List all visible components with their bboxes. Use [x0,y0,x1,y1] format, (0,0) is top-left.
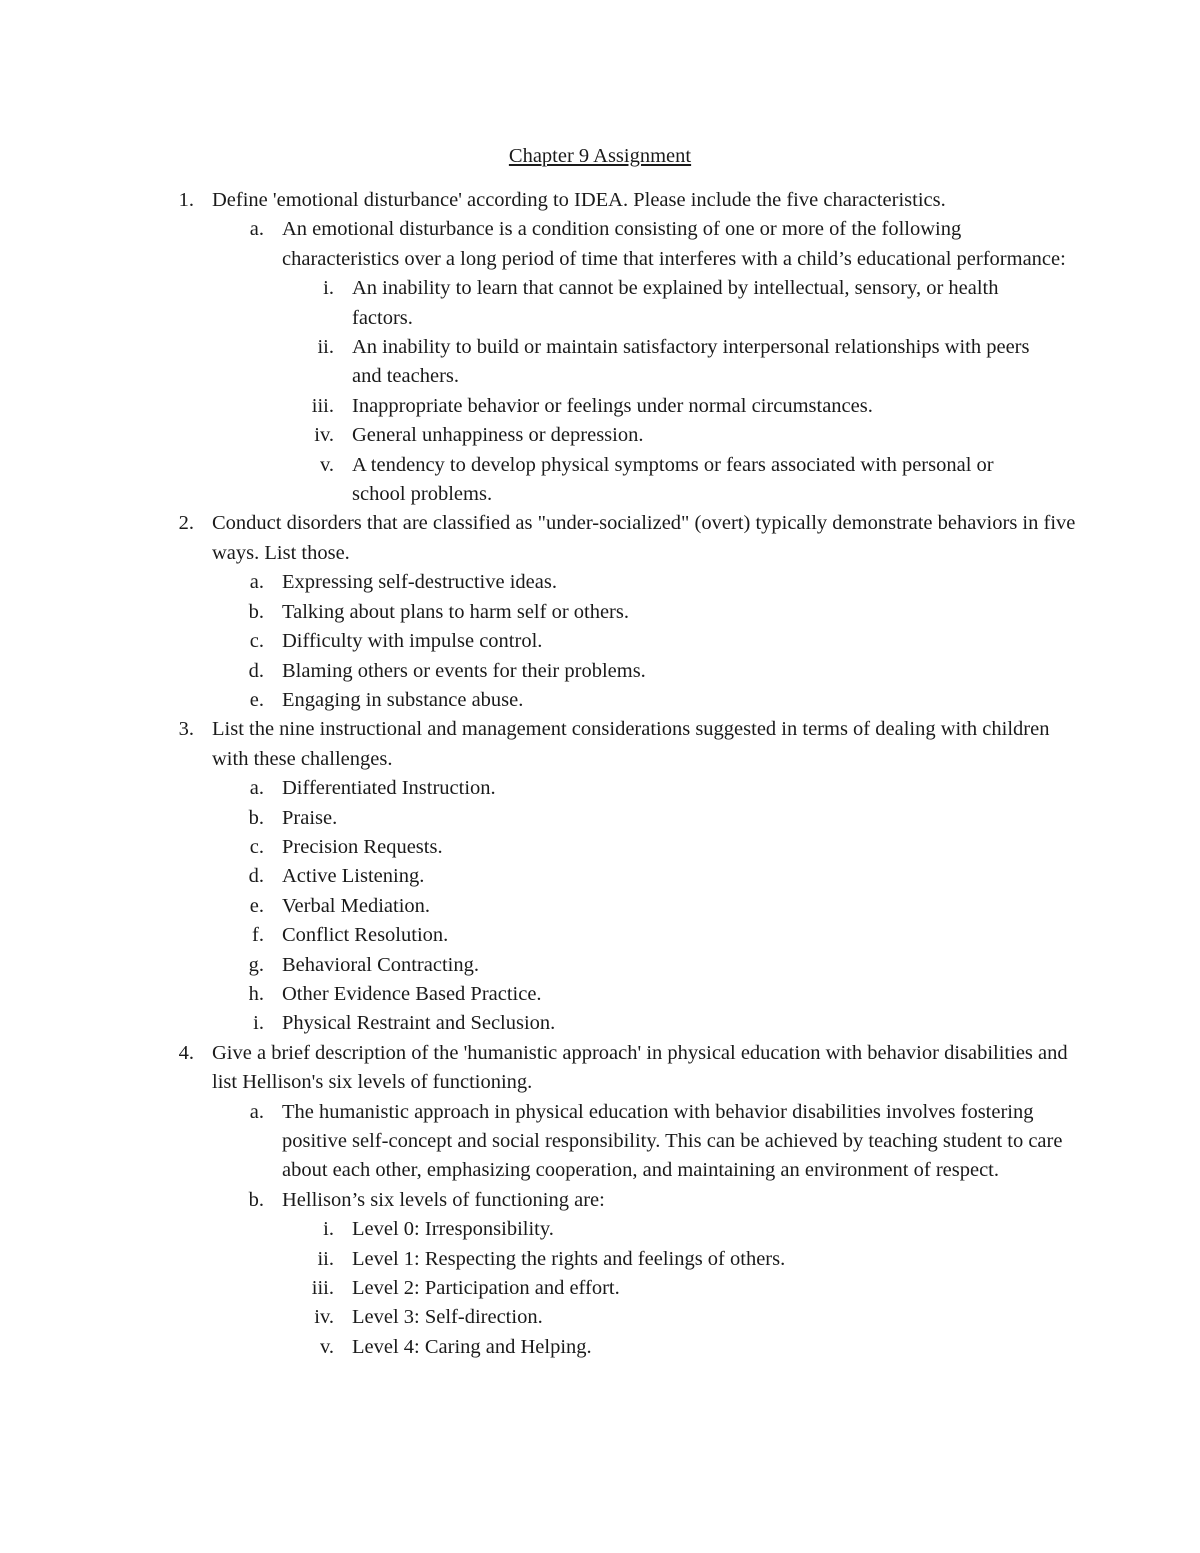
list-item [0,657,1200,686]
item-marker: i. [253,1012,264,1035]
item-text: Level 0: Irresponsibility. [352,1218,554,1241]
item-marker: a. [249,777,264,800]
item-text: Other Evidence Based Practice. [282,982,542,1005]
question-2 [0,509,1200,568]
list-item [0,1303,1200,1332]
answer-text: An emotional disturbance is a condition consisting of one or more of the following characteristics over a long period of time that interferes with a child’s educational performance: [282,218,1066,270]
list-item [0,1215,1200,1244]
answer-item [0,215,1200,274]
item-marker: c. [249,835,264,858]
list-item [0,1245,1200,1274]
list-item [0,892,1200,921]
item-text: Verbal Mediation. [282,894,431,917]
item-marker: b. [248,600,264,623]
item-text: Praise. [282,806,338,829]
item-marker: f. [252,924,264,947]
question-number: 2. [178,512,194,535]
list-item [0,1274,1200,1303]
item-marker: d. [248,865,264,888]
item-text: Level 4: Caring and Helping. [352,1335,592,1358]
item-text: Differentiated Instruction. [282,777,496,800]
assignment-list [0,186,1200,1362]
item-marker: iii. [311,394,334,417]
item-marker: c. [249,630,264,653]
item-marker: a. [249,218,264,241]
item-marker: g. [248,953,264,976]
question-4 [0,1039,1200,1098]
item-marker: iii. [311,1277,334,1300]
item-text: Blaming others or events for their problems. [282,659,646,682]
list-item [0,833,1200,862]
question-number: 3. [178,718,194,741]
list-item [0,1009,1200,1038]
item-marker: e. [249,894,264,917]
question-number: 1. [178,189,194,211]
question-text: Define 'emotional disturbance' according to IDEA. Please include the five characteristics. [212,189,946,211]
item-marker: iv. [314,424,334,447]
item-text: A tendency to develop physical symptoms or fears associated with personal or school problems. [352,453,994,506]
item-text: Active Listening. [282,865,425,888]
question-text: Conduct disorders that are classified as "under-socialized" (overt) typically demonstrate behaviors in five ways. List those. [212,512,1076,564]
answer-item [0,1098,1200,1186]
list-item [0,951,1200,980]
item-marker: a. [249,571,264,594]
item-text: Talking about plans to harm self or others. [282,600,629,623]
item-marker: ii. [317,1247,334,1270]
question-1 [0,186,1200,215]
list-item [0,568,1200,597]
item-marker: d. [248,659,264,682]
item-text: Inappropriate behavior or feelings under normal circumstances. [352,394,873,417]
list-item [0,921,1200,950]
list-item [0,980,1200,1009]
item-text: Level 3: Self-direction. [352,1306,543,1329]
item-marker: ii. [317,336,334,359]
item-marker: b. [248,1188,264,1211]
question-number: 4. [178,1041,194,1064]
item-text: Level 1: Respecting the rights and feelings of others. [352,1247,786,1270]
list-item [0,333,1200,392]
answer-text: Hellison’s six levels of functioning are: [282,1188,605,1211]
question-text: List the nine instructional and management considerations suggested in terms of dealing with children with these challenges. [212,718,1050,770]
list-item [0,392,1200,421]
item-text: Difficulty with impulse control. [282,630,543,653]
item-text: Expressing self-destructive ideas. [282,571,557,594]
item-marker: i. [323,277,334,300]
item-text: Engaging in substance abuse. [282,688,524,711]
list-item [0,1333,1200,1362]
answer-item [0,1186,1200,1215]
item-text: Behavioral Contracting. [282,953,479,976]
list-item [0,421,1200,450]
item-marker: b. [248,806,264,829]
question-3 [0,715,1200,774]
list-item [0,862,1200,891]
list-item [0,451,1200,510]
list-item [0,774,1200,803]
item-marker: a. [249,1100,264,1123]
item-text: Precision Requests. [282,835,443,858]
item-marker: i. [323,1218,334,1241]
item-marker: e. [249,688,264,711]
item-text: An inability to learn that cannot be explained by intellectual, sensory, or health factors. [352,277,999,329]
item-marker: iv. [314,1306,334,1329]
document-title: Chapter 9 Assignment [508,145,692,167]
item-marker: v. [319,453,334,476]
list-item [0,686,1200,715]
list-item [0,274,1200,333]
list-item [0,627,1200,656]
item-text: General unhappiness or depression. [352,424,644,447]
item-text: Level 2: Participation and effort. [352,1277,620,1300]
list-item [0,598,1200,627]
item-marker: h. [248,982,264,1005]
item-text: Conflict Resolution. [282,924,449,947]
item-marker: v. [319,1335,334,1358]
item-text: Physical Restraint and Seclusion. [282,1012,556,1035]
list-item [0,804,1200,833]
question-text: Give a brief description of the 'humanistic approach' in physical education with behavior disabilities and list Hellison's six levels of functioning. [212,1041,1068,1094]
item-text: An inability to build or maintain satisfactory interpersonal relationships with peers and teachers. [352,336,1030,388]
answer-text: The humanistic approach in physical education with behavior disabilities involves fostering positive self-concept and social responsibility. This can be achieved by teaching student to care about each other, emphasizing cooperation, and maintaining an environment of respect. [282,1100,1063,1182]
